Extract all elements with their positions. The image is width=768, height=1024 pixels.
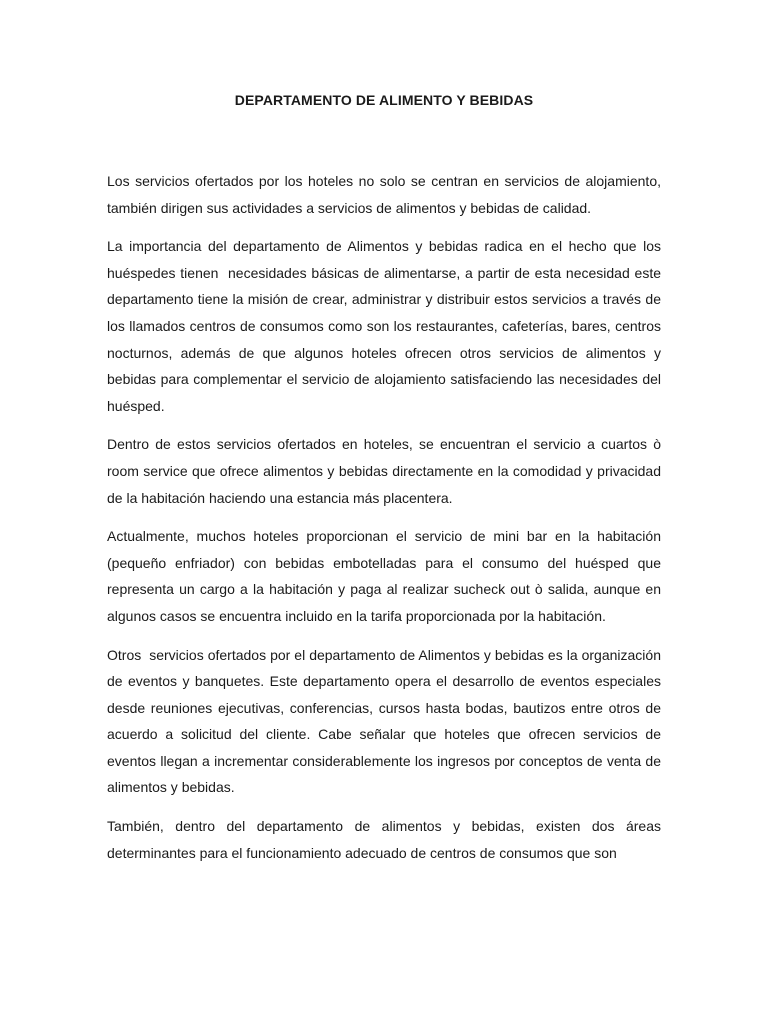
document-body: [107, 168, 665, 878]
paragraph: La importancia del departamento de Alimentos y bebidas radica en el hecho que los huéspedes tienen necesidades básicas de alimentarse, a partir de esta necesidad este departamento tiene la misión de crear, administrar y distribuir estos servicios a través de los llamados centros de consumos como son los restaurantes, cafeterías, bares, centros nocturnos, además de que algunos hoteles ofrecen otros servicios de alimentos y bebidas para complementar el servicio de alojamiento satisfaciendo las necesidades del huésped.: [107, 238, 665, 414]
paragraph: Los servicios ofertados por los hoteles no solo se centran en servicios de alojamiento, también dirigen sus actividades a servicios de alimentos y bebidas de calidad.: [107, 173, 665, 216]
paragraph: También, dentro del departamento de alimentos y bebidas, existen dos áreas determinantes para el funcionamiento adecuado de centros de consumos que son: [107, 818, 665, 861]
paragraph: Dentro de estos servicios ofertados en hoteles, se encuentran el servicio a cuartos ò room service que ofrece alimentos y bebidas directamente en la comodidad y privacidad de la habitación haciendo una estancia más placentera.: [107, 436, 665, 506]
paragraph: Actualmente, muchos hoteles proporcionan el servicio de mini bar en la habitación (pequeño enfriador) con bebidas embotelladas para el consumo del huésped que representa un cargo a la habitación y paga al realizar sucheck out ò salida, aunque en algunos casos se encuentra incluido en la tarifa proporcionada por la habitación.: [107, 528, 665, 624]
document-title: DEPARTAMENTO DE ALIMENTO Y BEBIDAS: [234, 92, 534, 108]
paragraph: Otros servicios ofertados por el departamento de Alimentos y bebidas es la organización de eventos y banquetes. Este departamento opera el desarrollo de eventos especiales desde reuniones ejecutivas, conferencias, cursos hasta bodas, bautizos entre otros de acuerdo a solicitud del cliente. Cabe señalar que hoteles que ofrecen servicios de eventos llegan a incrementar considerablemente los ingresos por conceptos de venta de alimentos y bebidas.: [107, 646, 665, 796]
